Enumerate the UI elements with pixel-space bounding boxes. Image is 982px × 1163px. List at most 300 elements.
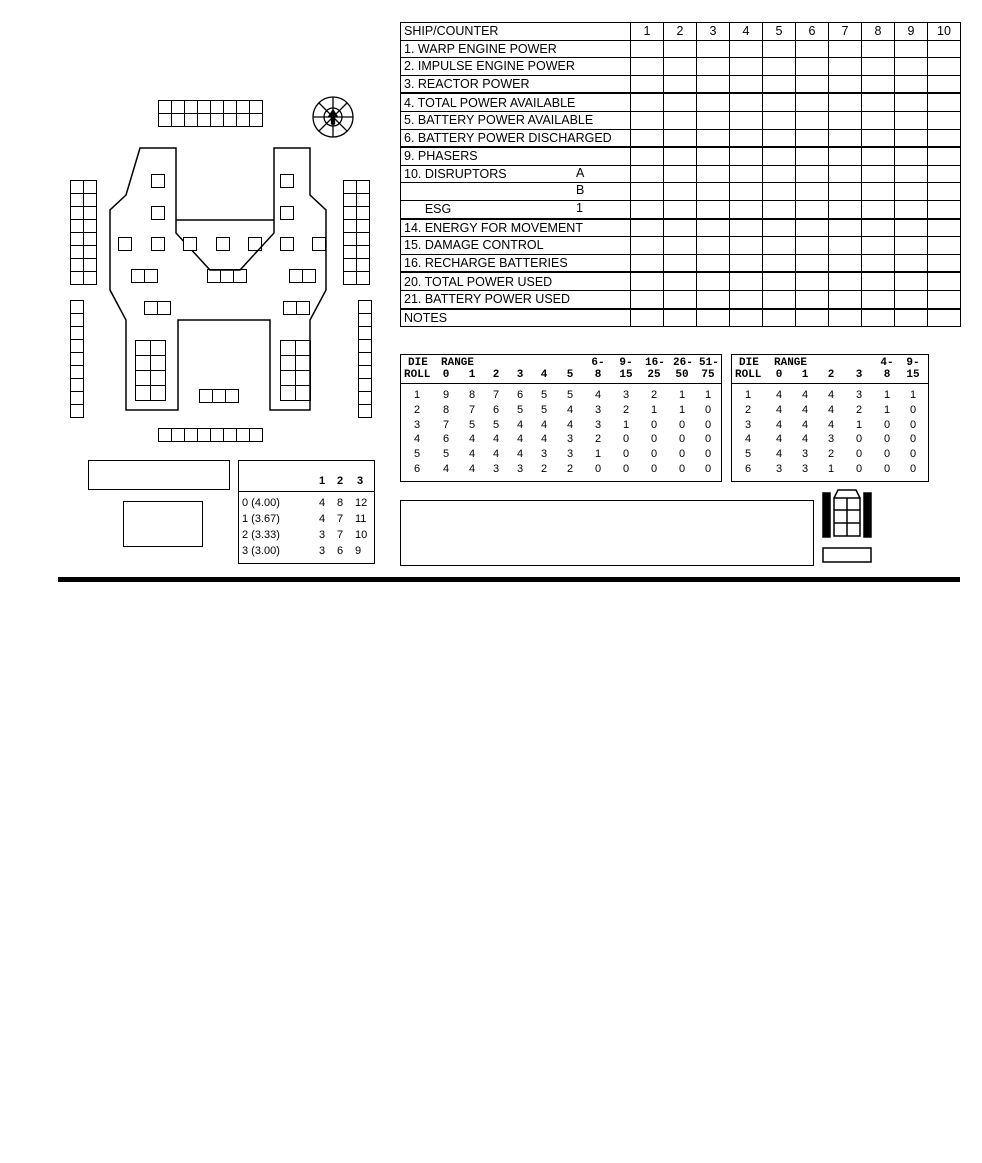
energy-entry-cell[interactable] bbox=[829, 272, 862, 290]
energy-entry-cell[interactable] bbox=[631, 93, 664, 111]
energy-entry-cell[interactable] bbox=[697, 111, 730, 129]
energy-entry-cell[interactable] bbox=[697, 219, 730, 237]
energy-row-label bbox=[401, 111, 631, 129]
energy-entry-cell[interactable] bbox=[796, 75, 829, 93]
bridge-box bbox=[216, 237, 230, 251]
phaser-header-cell: RANGE bbox=[774, 357, 808, 369]
energy-header-row bbox=[401, 23, 961, 41]
energy-entry-cell[interactable] bbox=[862, 237, 895, 255]
energy-entry-cell[interactable] bbox=[697, 129, 730, 147]
energy-entry-cell[interactable] bbox=[730, 93, 763, 111]
energy-row bbox=[401, 200, 961, 218]
energy-entry-cell[interactable] bbox=[928, 290, 961, 308]
phaser-value: 4 bbox=[775, 403, 783, 416]
phaser-header-cell: 51- bbox=[699, 357, 719, 369]
phaser-value: 4 bbox=[516, 418, 524, 431]
phaser-value: 3 bbox=[827, 433, 835, 446]
energy-row-label bbox=[401, 254, 631, 272]
energy-row-label bbox=[401, 272, 631, 290]
energy-entry-cell[interactable] bbox=[730, 309, 763, 327]
energy-entry-cell[interactable] bbox=[895, 237, 928, 255]
phaser-header-cell: 4- bbox=[880, 357, 894, 369]
esg-energy: 12 bbox=[355, 497, 368, 509]
phaser-value: 4 bbox=[744, 433, 752, 446]
energy-row bbox=[401, 272, 961, 290]
phaser-header-cell: 9- bbox=[906, 357, 920, 369]
energy-entry-cell[interactable] bbox=[796, 200, 829, 218]
energy-entry-cell[interactable] bbox=[664, 254, 697, 272]
energy-entry-cell[interactable] bbox=[928, 309, 961, 327]
phaser-value: 1 bbox=[594, 448, 602, 461]
phaser-header-cell: 4 bbox=[540, 369, 548, 381]
energy-entry-cell[interactable] bbox=[829, 309, 862, 327]
energy-row bbox=[401, 165, 961, 183]
energy-row-label bbox=[401, 309, 631, 327]
phaser-value: 1 bbox=[678, 403, 686, 416]
energy-row-label bbox=[401, 40, 631, 58]
phaser-value: 5 bbox=[442, 448, 450, 461]
energy-entry-cell[interactable] bbox=[928, 147, 961, 165]
energy-entry-cell[interactable] bbox=[631, 40, 664, 58]
phaser-value: 0 bbox=[678, 448, 686, 461]
energy-entry-cell[interactable] bbox=[631, 272, 664, 290]
phaser-header-cell: 9- bbox=[619, 357, 633, 369]
energy-entry-cell[interactable] bbox=[697, 40, 730, 58]
energy-label-text: 2. IMPULSE ENGINE POWER bbox=[404, 59, 575, 74]
energy-entry-cell[interactable] bbox=[631, 219, 664, 237]
phaser-value: 4 bbox=[540, 418, 548, 431]
energy-entry-cell[interactable] bbox=[697, 272, 730, 290]
phaser-value: 1 bbox=[413, 389, 421, 401]
energy-header-label: SHIP/COUNTER bbox=[401, 23, 631, 41]
energy-entry-cell[interactable] bbox=[730, 272, 763, 290]
energy-entry-cell[interactable] bbox=[895, 165, 928, 183]
energy-entry-cell[interactable] bbox=[928, 75, 961, 93]
energy-entry-cell[interactable] bbox=[895, 219, 928, 237]
phaser-value: 4 bbox=[801, 418, 809, 431]
energy-row bbox=[401, 111, 961, 129]
energy-label-text: 14. ENERGY FOR MOVEMENT bbox=[404, 220, 583, 235]
energy-entry-cell[interactable] bbox=[631, 75, 664, 93]
energy-entry-cell[interactable] bbox=[796, 237, 829, 255]
energy-entry-cell[interactable] bbox=[697, 147, 730, 165]
energy-entry-cell[interactable] bbox=[829, 129, 862, 147]
esg-table bbox=[238, 460, 375, 564]
phaser-header-cell: 0 bbox=[775, 369, 783, 381]
left-warp-boxes bbox=[135, 340, 166, 401]
energy-entry-cell[interactable] bbox=[928, 200, 961, 218]
energy-entry-cell[interactable] bbox=[631, 200, 664, 218]
energy-entry-cell[interactable] bbox=[631, 290, 664, 308]
turn-number: 4 bbox=[730, 23, 763, 41]
energy-entry-cell[interactable] bbox=[664, 129, 697, 147]
energy-entry-cell[interactable] bbox=[730, 40, 763, 58]
energy-entry-cell[interactable] bbox=[697, 93, 730, 111]
energy-entry-cell[interactable] bbox=[862, 58, 895, 76]
energy-entry-cell[interactable] bbox=[829, 290, 862, 308]
energy-entry-cell[interactable] bbox=[895, 93, 928, 111]
energy-entry-cell[interactable] bbox=[763, 237, 796, 255]
phaser-value: 3 bbox=[594, 418, 602, 431]
phaser-value: 4 bbox=[801, 433, 809, 446]
phaser-value: 3 bbox=[413, 418, 421, 431]
energy-entry-cell[interactable] bbox=[829, 237, 862, 255]
phaser-value: 2 bbox=[744, 403, 752, 416]
energy-entry-cell[interactable] bbox=[829, 111, 862, 129]
esg-energy: 10 bbox=[355, 529, 368, 541]
phaser-header-cell: 2 bbox=[492, 369, 500, 381]
energy-entry-cell[interactable] bbox=[796, 165, 829, 183]
energy-entry-cell[interactable] bbox=[763, 129, 796, 147]
energy-entry-cell[interactable] bbox=[697, 290, 730, 308]
energy-entry-cell[interactable] bbox=[862, 40, 895, 58]
energy-entry-cell[interactable] bbox=[631, 147, 664, 165]
phaser-value: 6 bbox=[442, 433, 450, 446]
energy-entry-cell[interactable] bbox=[928, 254, 961, 272]
energy-entry-cell[interactable] bbox=[796, 93, 829, 111]
phaser-header-cell: 15 bbox=[906, 369, 920, 381]
energy-entry-cell[interactable] bbox=[664, 309, 697, 327]
phaser-value: 0 bbox=[704, 448, 712, 461]
energy-entry-cell[interactable] bbox=[796, 58, 829, 76]
phaser-header-cell: ROLL bbox=[735, 369, 762, 381]
phaser-header-2 bbox=[401, 369, 721, 381]
phaser-value: 4 bbox=[775, 418, 783, 431]
energy-label-text: 21. BATTERY POWER USED bbox=[404, 292, 571, 307]
energy-entry-cell[interactable] bbox=[928, 272, 961, 290]
energy-entry-cell[interactable] bbox=[664, 272, 697, 290]
energy-entry-cell[interactable] bbox=[829, 219, 862, 237]
energy-entry-cell[interactable] bbox=[631, 58, 664, 76]
energy-entry-cell[interactable] bbox=[763, 58, 796, 76]
energy-entry-cell[interactable] bbox=[862, 111, 895, 129]
energy-row-label bbox=[401, 219, 631, 237]
phaser-value: 3 bbox=[744, 418, 752, 431]
phaser1-table bbox=[400, 354, 722, 482]
energy-entry-cell[interactable] bbox=[796, 272, 829, 290]
energy-entry-cell[interactable] bbox=[796, 111, 829, 129]
energy-entry-cell[interactable] bbox=[895, 309, 928, 327]
energy-entry-cell[interactable] bbox=[631, 165, 664, 183]
energy-entry-cell[interactable] bbox=[862, 219, 895, 237]
phaser-value: 1 bbox=[909, 389, 917, 401]
energy-entry-cell[interactable] bbox=[697, 254, 730, 272]
energy-entry-cell[interactable] bbox=[763, 309, 796, 327]
esg-col-header: 3 bbox=[357, 475, 364, 487]
phaser-value: 3 bbox=[594, 403, 602, 416]
energy-entry-cell[interactable] bbox=[730, 111, 763, 129]
energy-entry-cell[interactable] bbox=[862, 290, 895, 308]
energy-entry-cell[interactable] bbox=[697, 200, 730, 218]
phaser-value: 5 bbox=[566, 389, 574, 401]
energy-entry-cell[interactable] bbox=[664, 219, 697, 237]
phaser-header-cell: 6- bbox=[591, 357, 605, 369]
energy-entry-cell[interactable] bbox=[829, 40, 862, 58]
energy-entry-cell[interactable] bbox=[697, 165, 730, 183]
energy-entry-cell[interactable] bbox=[763, 75, 796, 93]
energy-entry-cell[interactable] bbox=[631, 309, 664, 327]
energy-entry-cell[interactable] bbox=[763, 219, 796, 237]
phaser-value: 2 bbox=[413, 403, 421, 416]
energy-row-label bbox=[401, 147, 631, 165]
energy-entry-cell[interactable] bbox=[796, 183, 829, 201]
energy-entry-cell[interactable] bbox=[763, 165, 796, 183]
energy-entry-cell[interactable] bbox=[928, 219, 961, 237]
phaser-header-cell: RANGE bbox=[441, 357, 475, 369]
energy-entry-cell[interactable] bbox=[796, 219, 829, 237]
phaser-value: 2 bbox=[622, 403, 630, 416]
energy-entry-cell[interactable] bbox=[895, 129, 928, 147]
shield2-boxes bbox=[343, 180, 370, 285]
turn-number: 10 bbox=[928, 23, 961, 41]
energy-entry-cell[interactable] bbox=[631, 183, 664, 201]
energy-entry-cell[interactable] bbox=[664, 200, 697, 218]
energy-entry-cell[interactable] bbox=[697, 183, 730, 201]
phaser-value: 3 bbox=[801, 448, 809, 461]
energy-entry-cell[interactable] bbox=[796, 309, 829, 327]
phaser-value: 4 bbox=[516, 448, 524, 461]
esg-energy: 7 bbox=[337, 513, 344, 525]
energy-entry-cell[interactable] bbox=[763, 111, 796, 129]
phaser-value: 5 bbox=[492, 418, 500, 431]
energy-entry-cell[interactable] bbox=[664, 237, 697, 255]
energy-entry-cell[interactable] bbox=[895, 200, 928, 218]
shield1-boxes bbox=[158, 100, 263, 127]
energy-entry-cell[interactable] bbox=[796, 147, 829, 165]
energy-entry-cell[interactable] bbox=[895, 111, 928, 129]
esg-energy: 7 bbox=[337, 529, 344, 541]
energy-entry-cell[interactable] bbox=[730, 58, 763, 76]
energy-label-text: 20. TOTAL POWER USED bbox=[404, 274, 553, 289]
energy-entry-cell[interactable] bbox=[664, 40, 697, 58]
lab-box bbox=[151, 237, 165, 251]
phaser-header-cell: 25 bbox=[647, 369, 661, 381]
energy-entry-cell[interactable] bbox=[928, 93, 961, 111]
phaser-value: 3 bbox=[492, 463, 500, 475]
energy-entry-cell[interactable] bbox=[697, 75, 730, 93]
energy-entry-cell[interactable] bbox=[631, 129, 664, 147]
energy-row-label bbox=[401, 183, 631, 201]
phaser-value: 4 bbox=[775, 448, 783, 461]
energy-entry-cell[interactable] bbox=[730, 290, 763, 308]
phaser-value: 1 bbox=[855, 418, 863, 431]
energy-entry-cell[interactable] bbox=[895, 58, 928, 76]
energy-entry-cell[interactable] bbox=[829, 58, 862, 76]
energy-entry-cell[interactable] bbox=[796, 129, 829, 147]
energy-entry-cell[interactable] bbox=[631, 237, 664, 255]
turn-number: 5 bbox=[763, 23, 796, 41]
energy-entry-cell[interactable] bbox=[862, 129, 895, 147]
energy-label-text: 4. TOTAL POWER AVAILABLE bbox=[404, 95, 576, 110]
energy-entry-cell[interactable] bbox=[862, 200, 895, 218]
energy-entry-cell[interactable] bbox=[895, 40, 928, 58]
energy-sub-label: A bbox=[576, 165, 585, 180]
phaser-value: 6 bbox=[744, 463, 752, 475]
phaser-header-cell: 15 bbox=[619, 369, 633, 381]
phaser-value: 4 bbox=[775, 433, 783, 446]
energy-entry-cell[interactable] bbox=[664, 183, 697, 201]
phaser-value: 0 bbox=[678, 418, 686, 431]
energy-entry-cell[interactable] bbox=[928, 111, 961, 129]
energy-entry-cell[interactable] bbox=[928, 129, 961, 147]
energy-entry-cell[interactable] bbox=[763, 254, 796, 272]
energy-entry-cell[interactable] bbox=[763, 147, 796, 165]
energy-entry-cell[interactable] bbox=[829, 93, 862, 111]
phaser-value: 8 bbox=[468, 389, 476, 401]
energy-entry-cell[interactable] bbox=[862, 254, 895, 272]
phaser-header-cell: 75 bbox=[701, 369, 715, 381]
energy-entry-cell[interactable] bbox=[730, 254, 763, 272]
phaser-value: 7 bbox=[468, 403, 476, 416]
energy-entry-cell[interactable] bbox=[862, 309, 895, 327]
energy-entry-cell[interactable] bbox=[829, 75, 862, 93]
energy-entry-cell[interactable] bbox=[928, 165, 961, 183]
energy-entry-cell[interactable] bbox=[862, 183, 895, 201]
energy-entry-cell[interactable] bbox=[829, 254, 862, 272]
energy-entry-cell[interactable] bbox=[697, 237, 730, 255]
shield5-boxes bbox=[70, 300, 84, 418]
phaser-value: 5 bbox=[516, 403, 524, 416]
ph3-left-box bbox=[118, 237, 132, 251]
energy-label-text: ESG bbox=[404, 202, 452, 217]
energy-entry-cell[interactable] bbox=[763, 93, 796, 111]
phaser-value: 0 bbox=[909, 433, 917, 446]
phaser-header-cell: 26- bbox=[673, 357, 693, 369]
energy-entry-cell[interactable] bbox=[730, 147, 763, 165]
energy-entry-cell[interactable] bbox=[697, 58, 730, 76]
hull-left-boxes bbox=[131, 269, 158, 283]
disruptor-a-box bbox=[151, 174, 165, 188]
energy-entry-cell[interactable] bbox=[862, 147, 895, 165]
energy-entry-cell[interactable] bbox=[763, 183, 796, 201]
energy-sub-label: 1 bbox=[576, 200, 583, 215]
energy-entry-cell[interactable] bbox=[829, 183, 862, 201]
energy-entry-cell[interactable] bbox=[829, 165, 862, 183]
energy-entry-cell[interactable] bbox=[730, 183, 763, 201]
energy-entry-cell[interactable] bbox=[796, 290, 829, 308]
energy-entry-cell[interactable] bbox=[664, 93, 697, 111]
phaser-value: 9 bbox=[442, 389, 450, 401]
esg-energy: 11 bbox=[355, 513, 367, 525]
energy-entry-cell[interactable] bbox=[631, 254, 664, 272]
phaser-value: 0 bbox=[704, 433, 712, 446]
energy-row bbox=[401, 93, 961, 111]
energy-entry-cell[interactable] bbox=[730, 165, 763, 183]
phaser-value: 0 bbox=[909, 448, 917, 461]
energy-entry-cell[interactable] bbox=[664, 147, 697, 165]
ship-record-sheet bbox=[0, 0, 982, 575]
energy-entry-cell[interactable] bbox=[763, 200, 796, 218]
phaser-value: 2 bbox=[855, 403, 863, 416]
phaser-value: 5 bbox=[413, 448, 421, 461]
esg-box bbox=[248, 237, 262, 251]
energy-entry-cell[interactable] bbox=[730, 200, 763, 218]
energy-label-text: 10. DISRUPTORS bbox=[404, 167, 507, 182]
turn-number: 2 bbox=[664, 23, 697, 41]
energy-entry-cell[interactable] bbox=[862, 93, 895, 111]
energy-entry-cell[interactable] bbox=[928, 58, 961, 76]
shield6-boxes bbox=[70, 180, 97, 285]
energy-entry-cell[interactable] bbox=[763, 272, 796, 290]
energy-label-text: 9. PHASERS bbox=[404, 149, 478, 164]
phaser-value: 4 bbox=[594, 389, 602, 401]
battery-boxes bbox=[283, 301, 310, 315]
ph3-right-box bbox=[312, 237, 326, 251]
energy-entry-cell[interactable] bbox=[763, 40, 796, 58]
energy-entry-cell[interactable] bbox=[730, 237, 763, 255]
phaser-header-cell: DIE bbox=[739, 357, 759, 369]
energy-entry-cell[interactable] bbox=[862, 75, 895, 93]
turn-number: 6 bbox=[796, 23, 829, 41]
energy-entry-cell[interactable] bbox=[829, 200, 862, 218]
phaser-value: 4 bbox=[827, 403, 835, 416]
energy-entry-cell[interactable] bbox=[895, 183, 928, 201]
energy-entry-cell[interactable] bbox=[730, 75, 763, 93]
energy-entry-cell[interactable] bbox=[895, 272, 928, 290]
phaser-header-cell: DIE bbox=[408, 357, 428, 369]
phaser-value: 4 bbox=[468, 463, 476, 475]
phaser-value: 3 bbox=[566, 448, 574, 461]
energy-entry-cell[interactable] bbox=[664, 58, 697, 76]
phaser-header-cell: 1 bbox=[801, 369, 809, 381]
energy-label-text: 15. DAMAGE CONTROL bbox=[404, 238, 544, 253]
energy-row bbox=[401, 290, 961, 308]
energy-entry-cell[interactable] bbox=[664, 111, 697, 129]
energy-entry-cell[interactable] bbox=[664, 290, 697, 308]
phaser-header-cell: 3 bbox=[855, 369, 863, 381]
energy-entry-cell[interactable] bbox=[730, 219, 763, 237]
energy-entry-cell[interactable] bbox=[664, 75, 697, 93]
phaser-header-cell: 0 bbox=[442, 369, 450, 381]
energy-entry-cell[interactable] bbox=[796, 254, 829, 272]
energy-entry-cell[interactable] bbox=[631, 111, 664, 129]
energy-row bbox=[401, 40, 961, 58]
energy-entry-cell[interactable] bbox=[862, 272, 895, 290]
energy-entry-cell[interactable] bbox=[895, 147, 928, 165]
energy-row-label bbox=[401, 58, 631, 76]
energy-entry-cell[interactable] bbox=[730, 129, 763, 147]
phaser-value: 3 bbox=[855, 389, 863, 401]
energy-entry-cell[interactable] bbox=[664, 165, 697, 183]
apr-boxes bbox=[144, 301, 171, 315]
phaser-value: 5 bbox=[540, 389, 548, 401]
energy-entry-cell[interactable] bbox=[928, 40, 961, 58]
phaser-value: 5 bbox=[468, 418, 476, 431]
phaser-value: 3 bbox=[540, 448, 548, 461]
energy-entry-cell[interactable] bbox=[895, 254, 928, 272]
phaser-value: 0 bbox=[855, 448, 863, 461]
energy-entry-cell[interactable] bbox=[796, 40, 829, 58]
phaser-value: 4 bbox=[801, 403, 809, 416]
energy-label-text: NOTES bbox=[404, 310, 448, 325]
energy-entry-cell[interactable] bbox=[928, 237, 961, 255]
turn-mode-box bbox=[123, 501, 203, 547]
esg-radius: 0 (4.00) bbox=[242, 497, 280, 509]
energy-entry-cell[interactable] bbox=[895, 75, 928, 93]
energy-entry-cell[interactable] bbox=[697, 309, 730, 327]
energy-entry-cell[interactable] bbox=[895, 290, 928, 308]
energy-entry-cell[interactable] bbox=[763, 290, 796, 308]
right-warp-boxes bbox=[280, 340, 311, 401]
energy-entry-cell[interactable] bbox=[928, 183, 961, 201]
phaser-value: 7 bbox=[442, 418, 450, 431]
energy-entry-cell[interactable] bbox=[862, 165, 895, 183]
energy-label-text: 6. BATTERY POWER DISCHARGED bbox=[404, 130, 612, 145]
compass-rose-icon bbox=[313, 97, 353, 137]
esg-energy: 9 bbox=[355, 545, 362, 557]
phaser-value: 1 bbox=[744, 389, 752, 401]
energy-entry-cell[interactable] bbox=[829, 147, 862, 165]
